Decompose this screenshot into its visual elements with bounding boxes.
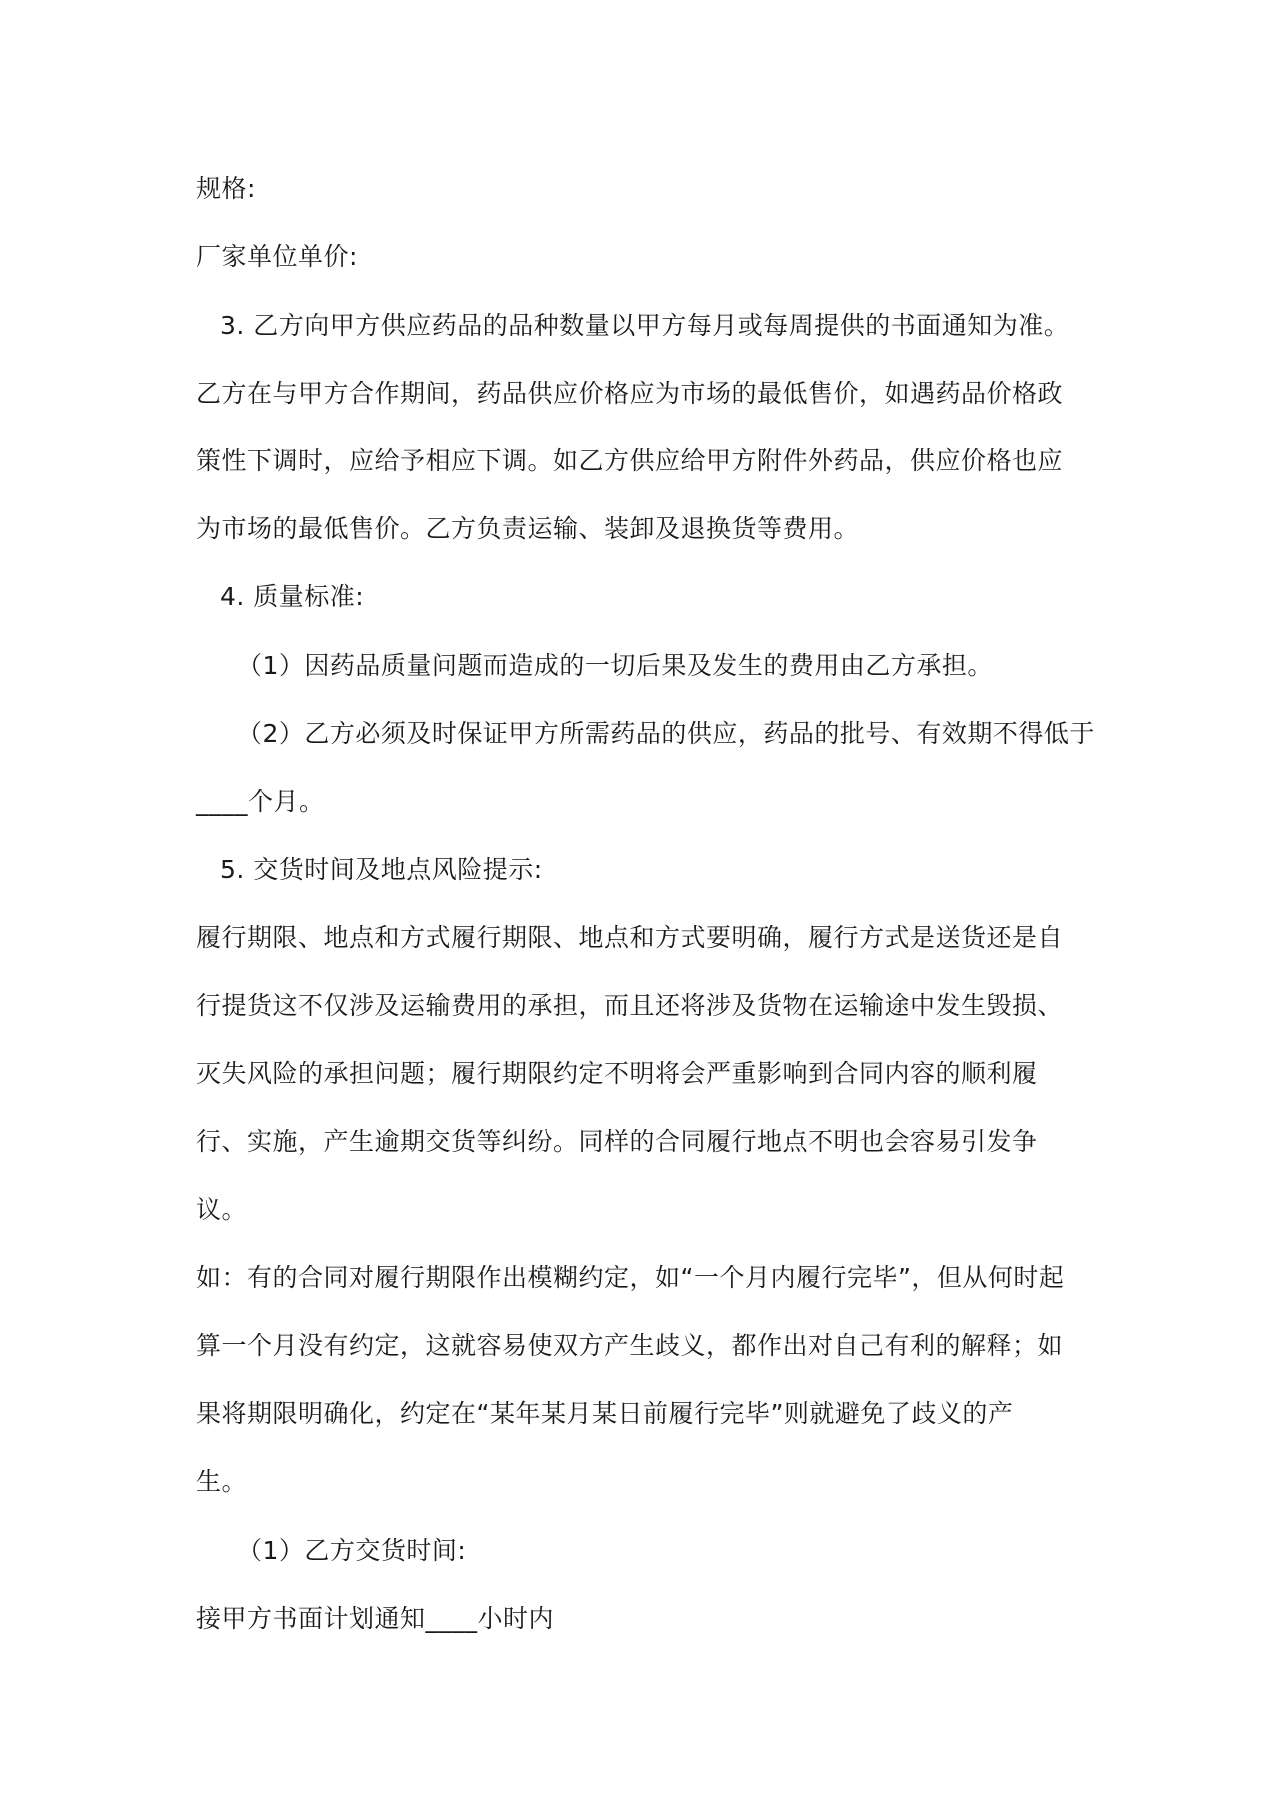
- clause-4-item-2-line-1: （2）乙方必须及时保证甲方所需药品的供应，药品的批号、有效期不得低于: [237, 719, 1095, 748]
- clause-4-heading: 4. 质量标准:: [220, 582, 365, 611]
- clause-4-item-2-line-2: ____个月。: [196, 787, 325, 816]
- unit-price-label: 厂家单位单价:: [196, 242, 358, 271]
- delivery-time-text: 接甲方书面计划通知____小时内: [196, 1604, 555, 1633]
- clause-4-item-1: （1）因药品质量问题而造成的一切后果及发生的费用由乙方承担。: [237, 651, 993, 680]
- clause-3-line-1: 3. 乙方向甲方供应药品的品种数量以甲方每月或每周提供的书面通知为准。: [220, 311, 1070, 340]
- example-paragraph-line-1: 如：有的合同对履行期限作出模糊约定，如“一个月内履行完毕”，但从何时起: [196, 1263, 1065, 1292]
- example-paragraph-line-3: 果将期限明确化，约定在“某年某月某日前履行完毕”则就避免了歧义的产: [196, 1399, 1014, 1428]
- clause-3-line-4: 为市场的最低售价。乙方负责运输、装卸及退换货等费用。: [196, 514, 860, 543]
- clause-3-line-3: 策性下调时，应给予相应下调。如乙方供应给甲方附件外药品，供应价格也应: [196, 446, 1064, 475]
- risk-paragraph-line-1: 履行期限、地点和方式履行期限、地点和方式要明确，履行方式是送货还是自: [196, 923, 1064, 952]
- spec-label: 规格:: [196, 174, 256, 203]
- risk-paragraph-line-2: 行提货这不仅涉及运输费用的承担，而且还将涉及货物在运输途中发生毁损、: [196, 991, 1064, 1020]
- example-paragraph-line-4: 生。: [196, 1467, 248, 1496]
- clause-3-line-2: 乙方在与甲方合作期间，药品供应价格应为市场的最低售价，如遇药品价格政: [196, 379, 1064, 408]
- risk-paragraph-line-5: 议。: [196, 1195, 248, 1224]
- delivery-time-item: （1）乙方交货时间:: [237, 1536, 467, 1565]
- risk-paragraph-line-4: 行、实施，产生逾期交货等纠纷。同样的合同履行地点不明也会容易引发争: [196, 1127, 1038, 1156]
- risk-paragraph-line-3: 灭失风险的承担问题；履行期限约定不明将会严重影响到合同内容的顺利履: [196, 1059, 1038, 1088]
- example-paragraph-line-2: 算一个月没有约定，这就容易使双方产生歧义，都作出对自己有利的解释；如: [196, 1331, 1064, 1360]
- clause-5-heading: 5. 交货时间及地点风险提示:: [220, 855, 543, 884]
